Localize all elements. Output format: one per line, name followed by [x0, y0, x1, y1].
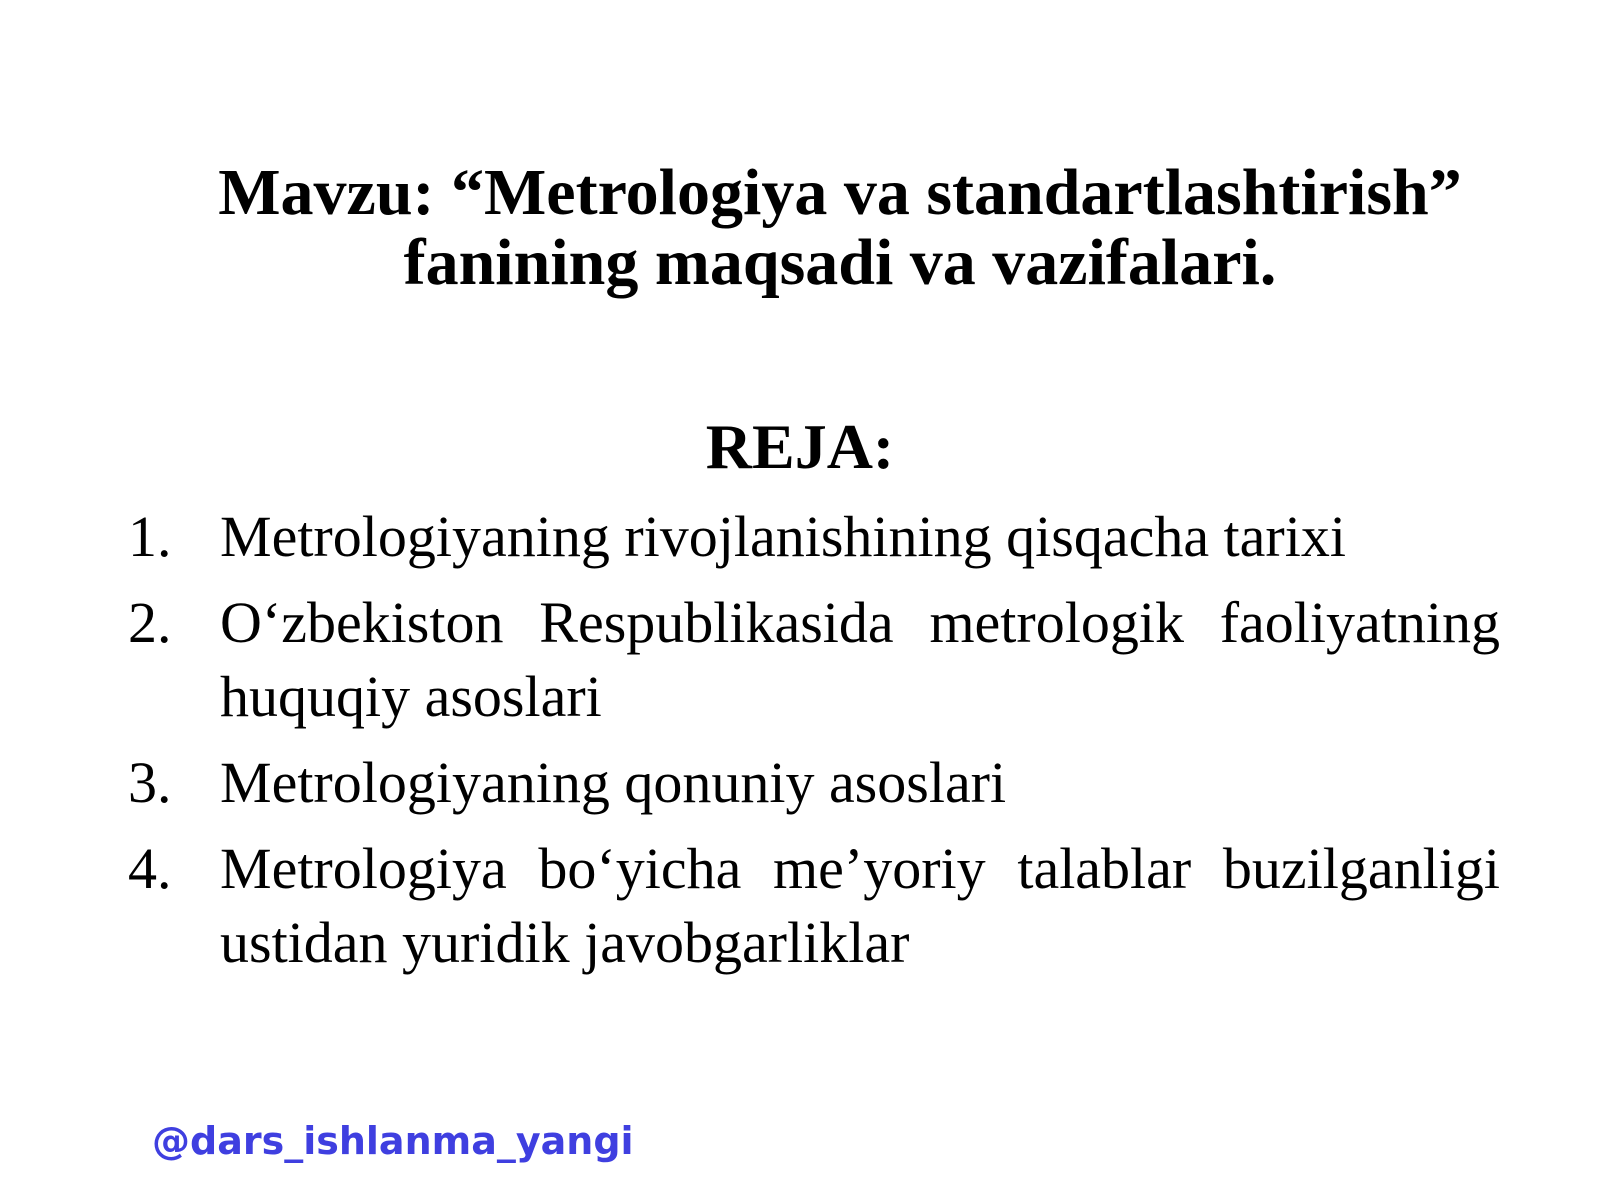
plan-list	[128, 500, 1500, 992]
plan-item-number: 3.	[128, 750, 172, 815]
plan-item-4	[128, 832, 1500, 980]
slide-title	[150, 158, 1530, 298]
plan-item-text: Metrologiyaning rivojlanishining qisqacha tarixi	[220, 504, 1346, 569]
plan-item-3	[128, 746, 1500, 820]
plan-item-text: Metrologiyaning qonuniy asoslari	[220, 750, 1007, 815]
plan-item-number: 2.	[128, 590, 172, 655]
plan-item-text: Metrologiya bo‘yicha me’yoriy talablar buzilganligi ustidan yuridik javobgarliklar	[220, 836, 1500, 975]
slide-title-line-2: fanining maqsadi va vazifalari.	[403, 226, 1277, 299]
plan-item-2	[128, 586, 1500, 734]
plan-heading: REJA:	[705, 411, 895, 482]
plan-item-1	[128, 500, 1500, 574]
channel-watermark: @dars_ishlanma_yangi	[152, 1119, 634, 1163]
slide-title-line-1: Mavzu: “Metrologiya va standartlashtirish”	[218, 156, 1462, 229]
plan-item-number: 4.	[128, 836, 172, 901]
plan-item-text: O‘zbekiston Respublikasida metrologik faoliyatning huquqiy asoslari	[220, 590, 1500, 729]
plan-item-number: 1.	[128, 504, 172, 569]
